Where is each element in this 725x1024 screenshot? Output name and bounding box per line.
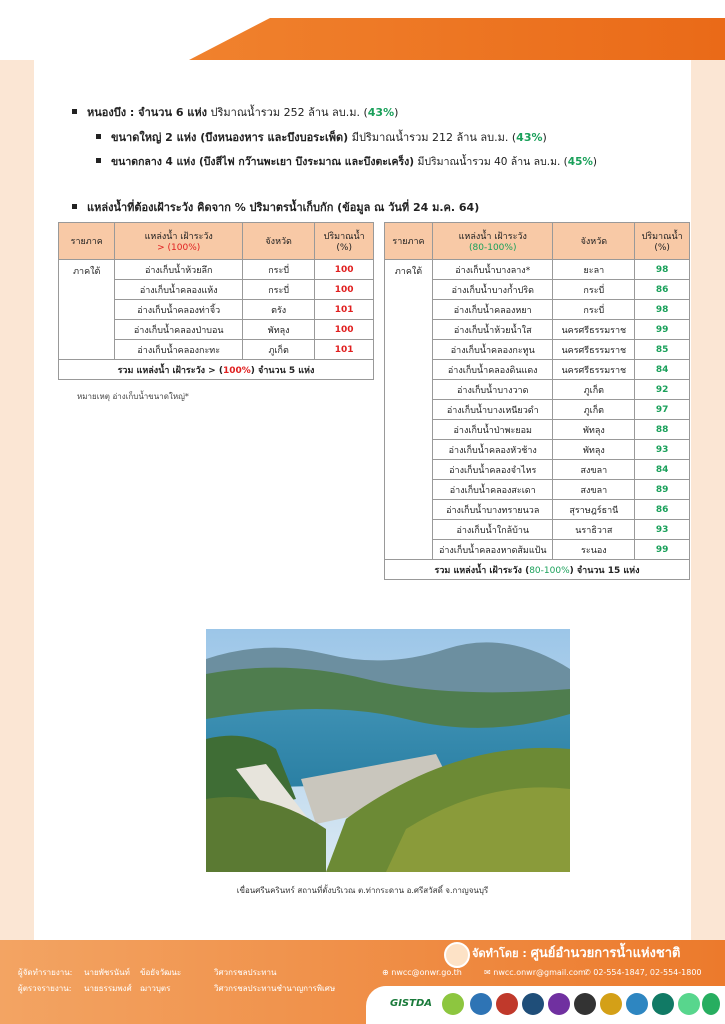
- nwcc-mascot-icon: [444, 942, 470, 968]
- province-cell: กระบี่: [553, 280, 635, 300]
- col-source: แหล่งน้ำ เฝ้าระวัง > (100%): [115, 223, 243, 260]
- bullet-square-icon: [72, 109, 77, 114]
- source-name-cell: อ่างเก็บน้ำใกล้บ้าน: [433, 520, 553, 540]
- source-name-cell: อ่างเก็บน้ำคลองสะเดา: [433, 480, 553, 500]
- source-name-cell: อ่างเก็บน้ำคลองดินแดง: [433, 360, 553, 380]
- contact-email: ✉ nwcc.onwr@gmail.com: [484, 968, 586, 977]
- shield-logo-icon: [496, 993, 518, 1015]
- bullet-square-icon: [96, 134, 101, 139]
- region-cell: ภาคใต้: [385, 260, 433, 560]
- org-label: จัดทำโดย : ศูนย์อำนวยการน้ำแห่งชาติ: [472, 946, 681, 961]
- source-name-cell: อ่างเก็บน้ำคลองกะทูน: [433, 340, 553, 360]
- reviewed-by-role: วิศวกรชลประทานชำนาญการพิเศษ: [214, 984, 336, 993]
- province-cell: สงขลา: [553, 480, 635, 500]
- pct-cell: 98: [635, 260, 690, 280]
- gistda-logo: GISTDA: [390, 998, 432, 1009]
- province-cell: นครศรีธรรมราช: [553, 340, 635, 360]
- left-margin-strip: [0, 60, 34, 940]
- province-cell: สงขลา: [553, 460, 635, 480]
- province-cell: พัทลุง: [242, 320, 314, 340]
- mail-icon: ✉: [484, 968, 494, 977]
- province-cell: นครศรีธรรมราช: [553, 360, 635, 380]
- dam-photo-illustration: [206, 629, 570, 872]
- province-cell: สุราษฎร์ธานี: [553, 500, 635, 520]
- pct-cell: 93: [635, 520, 690, 540]
- source-name-cell: อ่างเก็บน้ำบางลาง*: [433, 260, 553, 280]
- source-name-cell: อ่างเก็บน้ำบางวาด: [433, 380, 553, 400]
- region-cell: ภาคใต้: [59, 260, 115, 360]
- partner-logos: [366, 986, 725, 1024]
- table-over-100: [58, 222, 374, 380]
- pct-cell: 92: [635, 380, 690, 400]
- round-logo-icon: [652, 993, 674, 1015]
- contact-web: ⊕ nwcc@onwr.go.th: [382, 968, 462, 977]
- source-name-cell: อ่างเก็บน้ำคลองท่าจิ้ว: [115, 300, 243, 320]
- source-name-cell: อ่างเก็บน้ำบางก้ำปริด: [433, 280, 553, 300]
- seal-logo-icon: [626, 993, 648, 1015]
- watch-heading: แหล่งน้ำที่ต้องเฝ้าระวัง คิดจาก % ปริมาตรน้ำเก็บกัก (ข้อมูล ณ วันที่ 24 ม.ค. 64): [72, 198, 479, 216]
- col-volume: ปริมาณน้ำ (%): [635, 223, 690, 260]
- col-province: จังหวัด: [553, 223, 635, 260]
- source-name-cell: อ่างเก็บน้ำคลองหัวช้าง: [433, 440, 553, 460]
- green-logo-icon: [678, 993, 700, 1015]
- prepared-by-role: วิศวกรชลประทาน: [214, 968, 277, 977]
- table-row: [59, 260, 374, 280]
- col-province: จังหวัด: [242, 223, 314, 260]
- pct-cell: 86: [635, 500, 690, 520]
- table-note: หมายเหตุ อ่างเก็บน้ำขนาดใหญ่*: [77, 392, 189, 401]
- pct-cell: 85: [635, 340, 690, 360]
- pct-cell: 101: [315, 340, 374, 360]
- source-name-cell: อ่างเก็บน้ำคลองป่าบอน: [115, 320, 243, 340]
- pct-cell: 101: [315, 300, 374, 320]
- source-name-cell: อ่างเก็บน้ำห้วยน้ำใส: [433, 320, 553, 340]
- globe-icon: ⊕: [382, 968, 392, 977]
- reviewed-by-name1: นายธรรมพงศ์: [84, 984, 132, 993]
- footer: [0, 940, 725, 1024]
- col-source: แหล่งน้ำ เฝ้าระวัง (80-100%): [433, 223, 553, 260]
- province-cell: นราธิวาส: [553, 520, 635, 540]
- right-margin-strip: [691, 60, 725, 940]
- source-name-cell: อ่างเก็บน้ำคลองหยา: [433, 300, 553, 320]
- pct-cell: 99: [635, 540, 690, 560]
- table-summary-row: รวม แหล่งน้ำ เฝ้าระวัง > (100%) จำนวน 5 แห่ง: [59, 360, 374, 380]
- dept-logo-icon: [522, 993, 544, 1015]
- table-summary-row: รวม แหล่งน้ำ เฝ้าระวัง (80-100%) จำนวน 15 แห่ง: [385, 560, 690, 580]
- table-80-100: [384, 222, 690, 580]
- table-row: [385, 260, 690, 280]
- garuda-logo-icon: [600, 993, 622, 1015]
- reviewed-by-name2: ฌาวบุตร: [140, 984, 171, 993]
- emblem-logo-icon: [574, 993, 596, 1015]
- summary-large: ขนาดใหญ่ 2 แห่ง (บึงหนองหาร และบึงบอระเพ็ด) มีปริมาณน้ำรวม 212 ล้าน ลบ.ม. (43%): [96, 128, 547, 146]
- pct-cell: 88: [635, 420, 690, 440]
- province-cell: ภูเก็ต: [553, 400, 635, 420]
- pct-cell: 100: [315, 320, 374, 340]
- pct-cell: 100: [315, 280, 374, 300]
- pct-cell: 98: [635, 300, 690, 320]
- water-logo-icon: [470, 993, 492, 1015]
- header-bar: [0, 0, 725, 56]
- province-cell: กระบี่: [242, 280, 314, 300]
- crest-logo-icon: [548, 993, 570, 1015]
- province-cell: ระนอง: [553, 540, 635, 560]
- contact-phone: ✆ 02-554-1847, 02-554-1800: [584, 968, 702, 977]
- summary-medium: ขนาดกลาง 4 แห่ง (บึงสีไฟ กว๊านพะเยา บึงระมาณ และบึงตะเคร็ง) มีปริมาณน้ำรวม 40 ล้าน ลบ.ม. (45%): [96, 153, 597, 170]
- pct-cell: 84: [635, 360, 690, 380]
- pct-cell: 84: [635, 460, 690, 480]
- province-cell: ภูเก็ต: [553, 380, 635, 400]
- bullet-square-icon: [72, 204, 77, 209]
- pct-cell: 100: [315, 260, 374, 280]
- tree-logo-icon: [702, 993, 720, 1015]
- pct-cell: 86: [635, 280, 690, 300]
- source-name-cell: อ่างเก็บน้ำคลองแห้ง: [115, 280, 243, 300]
- pct-cell: 97: [635, 400, 690, 420]
- source-name-cell: อ่างเก็บน้ำบางเหนียวดำ: [433, 400, 553, 420]
- source-name-cell: อ่างเก็บน้ำห้วยลึก: [115, 260, 243, 280]
- dam-photo: [206, 629, 570, 872]
- prepared-by-name1: นายพัชรนันท์: [84, 968, 130, 977]
- pct-cell: 89: [635, 480, 690, 500]
- province-cell: กระบี่: [242, 260, 314, 280]
- source-name-cell: อ่างเก็บน้ำคลองหาดส้มแป้น: [433, 540, 553, 560]
- col-region: รายภาค: [59, 223, 115, 260]
- province-cell: ยะลา: [553, 260, 635, 280]
- reviewed-by-label: ผู้ตรวจรายงาน:: [18, 984, 72, 993]
- prepared-by-name2: ข้อยัจวัฒนะ: [140, 968, 182, 977]
- source-name-cell: อ่างเก็บน้ำป่าพะยอม: [433, 420, 553, 440]
- pct-cell: 93: [635, 440, 690, 460]
- province-cell: นครศรีธรรมราช: [553, 320, 635, 340]
- province-cell: กระบี่: [553, 300, 635, 320]
- province-cell: พัทลุง: [553, 440, 635, 460]
- source-name-cell: อ่างเก็บน้ำคลองกะทะ: [115, 340, 243, 360]
- col-volume: ปริมาณน้ำ (%): [315, 223, 374, 260]
- source-name-cell: อ่างเก็บน้ำคลองจำไหร: [433, 460, 553, 480]
- source-name-cell: อ่างเก็บน้ำบางทรายนวล: [433, 500, 553, 520]
- province-cell: ตรัง: [242, 300, 314, 320]
- bullet-square-icon: [96, 158, 101, 163]
- province-cell: พัทลุง: [553, 420, 635, 440]
- photo-caption: เขื่อนศรีนครินทร์ สถานที่ตั้งบริเวณ ต.ท่ากระดาน อ.ศรีสวัสดิ์ จ.กาญจนบุรี: [236, 886, 489, 895]
- pct-cell: 99: [635, 320, 690, 340]
- summary-main: หนองบึง : จำนวน 6 แห่ง ปริมาณน้ำรวม 252 ล้าน ลบ.ม. (43%): [72, 103, 398, 121]
- phone-icon: ✆: [584, 968, 594, 977]
- col-region: รายภาค: [385, 223, 433, 260]
- leaf-logo-icon: [442, 993, 464, 1015]
- prepared-by-label: ผู้จัดทำรายงาน:: [18, 968, 73, 977]
- province-cell: ภูเก็ต: [242, 340, 314, 360]
